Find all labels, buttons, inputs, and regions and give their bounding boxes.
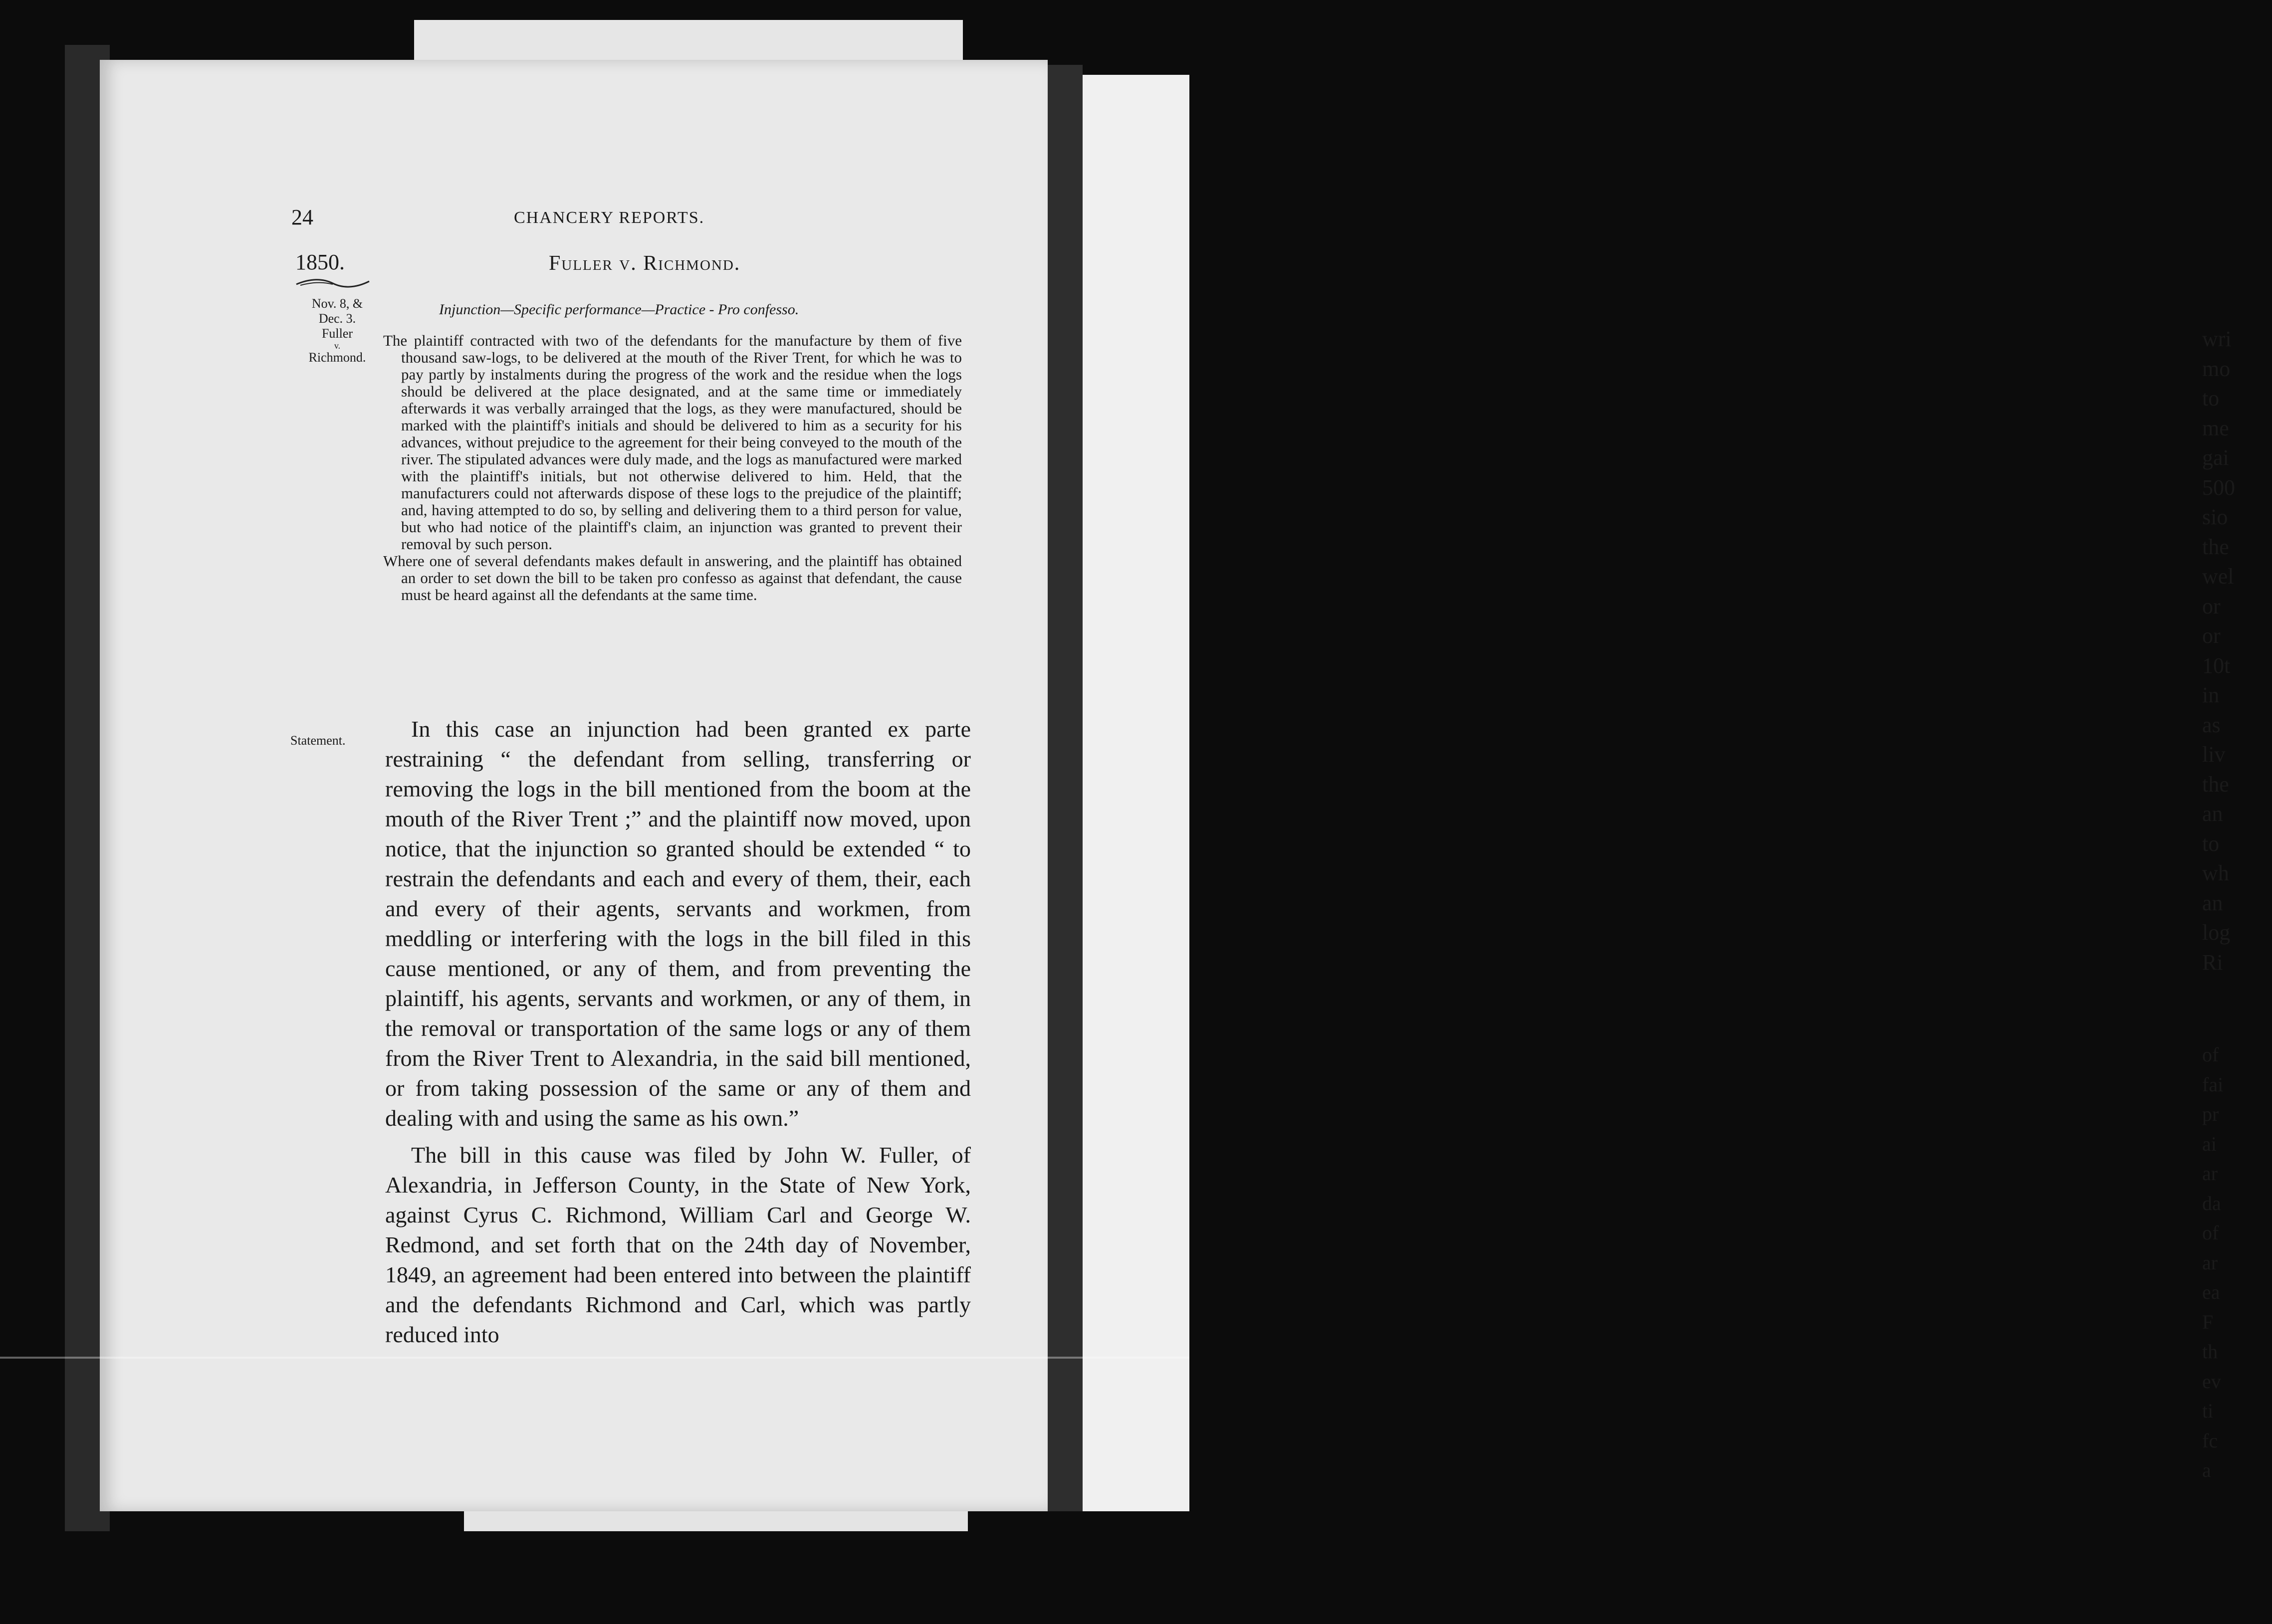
margin-versus: v.: [334, 341, 341, 351]
facing-page-fragment: ea: [2202, 1281, 2220, 1303]
facing-page-text-upper: [2202, 324, 2272, 977]
facing-page-fragment: da: [2202, 1192, 2221, 1215]
facing-page-fragment: wri: [2202, 327, 2232, 351]
body-paragraph: In this case an injunction had been granted ex parte restraining “ the defendant from selling, transferring or removing the logs in the bill mentioned from the boom at the mouth of the River Trent ;” and the plaintiff now moved, upon notice, that the injunction so granted should be extended “ to restrain the defendants and each and every of them, their, each and every of their agents, servants and workmen, from meddling or interfering with the logs in the bill filed in this cause mentioned, or any of them, and from preventing the plaintiff, his agents, servants and workmen, or any of them, in the removal or transportation of the same logs or any of them from the River Trent to Alexandria, in the said bill mentioned, or from taking possession of the same or any of them and dealing with and using the same as his own.”: [385, 716, 971, 1131]
facing-page-fragment: ai: [2202, 1132, 2217, 1155]
facing-page-fragment: fai: [2202, 1073, 2224, 1096]
facing-page-fragment: wh: [2202, 861, 2229, 885]
facing-page-fragment: a: [2202, 1459, 2211, 1481]
page-number: 24: [291, 205, 313, 229]
margin-party-2: Richmond.: [308, 350, 366, 365]
facing-page-fragment: the: [2202, 534, 2229, 559]
facing-page-fragment: 500: [2202, 475, 2235, 500]
syllabus-paragraph: Where one of several defendants makes default in answering, and the plaintiff has obtained an order to set down the bill to be taken pro confesso as against that defendant, the cause must be heard against all the defendants at the same time.: [383, 552, 962, 604]
facing-page-fragment: me: [2202, 415, 2229, 440]
scan-artifact-line: [0, 1357, 1189, 1359]
facing-page-fragment: an: [2202, 802, 2223, 826]
margin-party-1: Fuller: [321, 326, 353, 341]
running-head: CHANCERY REPORTS.: [514, 208, 705, 227]
facing-page-fragment: ev: [2202, 1370, 2221, 1393]
headnote-topics: Injunction—Specific performance—Practice - Pro confesso.: [439, 301, 799, 318]
margin-year: 1850.: [295, 250, 345, 274]
facing-page-fragment: in: [2202, 683, 2220, 707]
facing-page-fragment: F: [2202, 1310, 2214, 1333]
body-paragraph: The bill in this cause was filed by John W. Fuller, of Alexandria, in Jefferson County, in the State of New York, against Cyrus C. Richmond, William Carl and George W. Redmond, and set forth that on the 24th day of November, 1849, an agreement had been entered into between the plaintiff and the defendants Richmond and Carl, which was partly reduced into: [385, 1142, 971, 1347]
facing-page-fragment: log: [2202, 920, 2231, 945]
facing-page-fragment: Ri: [2202, 950, 2223, 975]
facing-page-fragment: as: [2202, 712, 2221, 737]
facing-page-fragment: 10t: [2202, 653, 2231, 678]
facing-page-fragment: pr: [2202, 1103, 2219, 1125]
body-text: [385, 714, 971, 1357]
case-title: Fuller v. Richmond.: [549, 252, 741, 275]
margin-dates-2: Dec. 3.: [318, 311, 356, 326]
facing-page-text-lower: [2202, 1040, 2272, 1485]
page-gutter-edge: [1043, 65, 1083, 1511]
facing-page-fragment: or: [2202, 623, 2221, 648]
facing-page-fragment: ti: [2202, 1400, 2214, 1422]
flourish-ornament: [295, 277, 370, 289]
facing-page-fragment: fc: [2202, 1429, 2218, 1452]
facing-page-fragment: wel: [2202, 564, 2234, 589]
facing-page-fragment: ar: [2202, 1162, 2218, 1185]
syllabus-paragraph: The plaintiff contracted with two of the defendants for the manufacture by them of five thousand saw-logs, to be delivered at the mouth of the River Trent, for which he was to pay partly by instalments during the progress of the work and the residue when the logs should be delivered at the place designated, and at the same time or immediately afterwards it was verbally arrainged that the logs, as they were manufactured, should be marked with the plaintiff's initials and should be delivered to him as a security for his advances, without prejudice to the agreement for their being conveyed to the mouth of the river. The stipulated advances were duly made, and the logs as manufactured were marked with the plaintiff's initials, but not otherwise delivered to him. Held, that the manufacturers could not afterwards dispose of these logs to the prejudice of the plaintiff; and, having attempted to do so, by selling and delivering them to a third person for value, but who had notice of the plaintiff's claim, an injunction was granted to prevent their removal by such person.: [383, 332, 962, 553]
facing-page-fragment: liv: [2202, 742, 2226, 767]
facing-page-fragment: mo: [2202, 356, 2231, 381]
margin-dates-1: Nov. 8, &: [311, 296, 363, 311]
facing-page-fragment: the: [2202, 772, 2229, 797]
facing-page-fragment: an: [2202, 890, 2223, 915]
facing-page-fragment: of: [2202, 1221, 2219, 1244]
facing-page-fragment: to: [2202, 386, 2220, 410]
facing-page-fragment: to: [2202, 831, 2220, 856]
facing-page-fragment: of: [2202, 1043, 2219, 1066]
margin-notes: [287, 296, 387, 365]
facing-page-fragment: gai: [2202, 445, 2229, 470]
facing-page-fragment: or: [2202, 594, 2221, 618]
facing-page: [1083, 75, 2235, 1511]
headnote-syllabus: [383, 332, 962, 604]
margin-statement-label: Statement.: [290, 733, 346, 748]
facing-page-fragment: th: [2202, 1340, 2218, 1363]
facing-page-fragment: sio: [2202, 505, 2228, 529]
facing-page-fragment: ar: [2202, 1251, 2218, 1274]
